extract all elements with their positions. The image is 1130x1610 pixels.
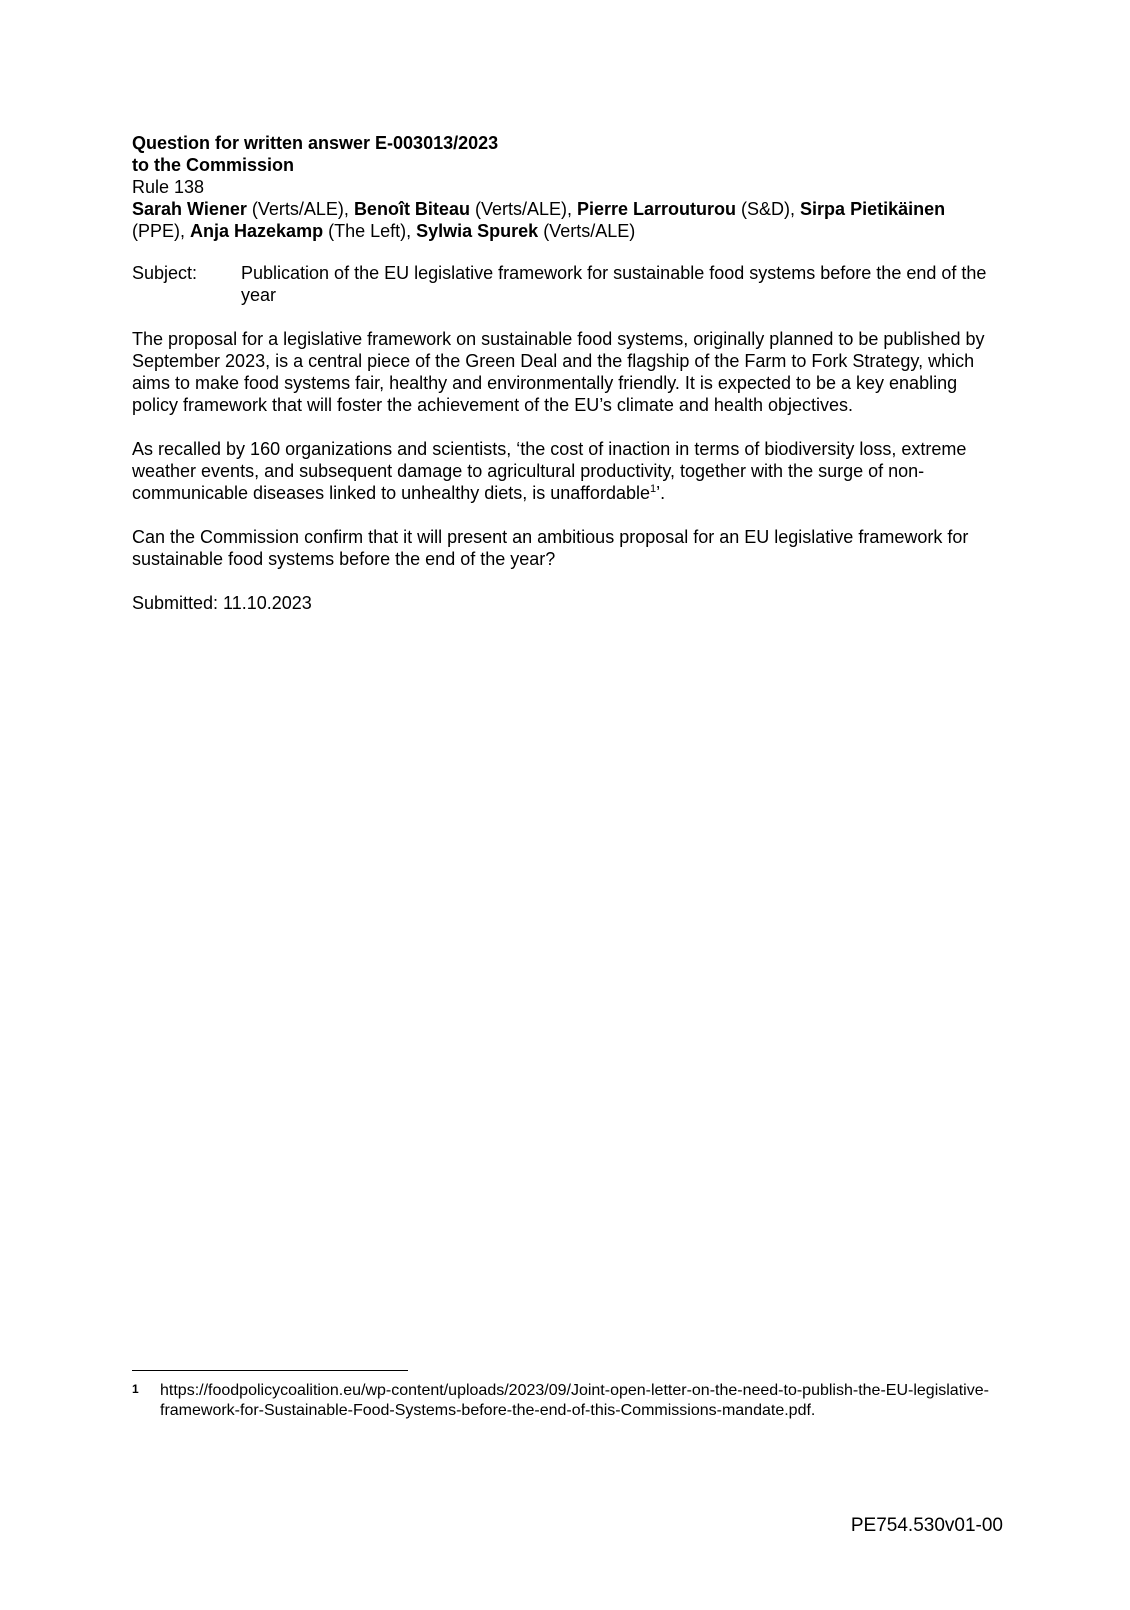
subject-label: Subject:: [132, 263, 198, 283]
author-name: Pierre Larrouturou: [577, 199, 737, 219]
paragraph-3: Can the Commission confirm that it will present an ambitious proposal for an EU legislative framework for sustainable food systems before the end of the year?: [132, 527, 969, 569]
paragraph-2-end: ’.: [656, 483, 666, 503]
paragraph-2-text: As recalled by 160 organizations and scientists, ‘the cost of inaction in terms of biodiversity loss, extreme weather events, and subsequent damage to agricultural productivity, together with the surge of non-communicable diseases linked to unhealthy diets, is unaffordable: [132, 439, 967, 503]
author-group: (The Left),: [323, 221, 417, 241]
question-addressee: to the Commission: [132, 155, 295, 175]
footnote-link[interactable]: https://foodpolicycoalition.eu/wp-content/uploads/2023/09/Joint-open-letter-on-the-need-to-publish-the-EU-legislative-framework-for-Sustainable-Food-Systems-before-the-end-of-this-Commissions-mandate.pdf.: [160, 1382, 989, 1419]
paragraph-2: [132, 438, 1002, 504]
author-name: Sirpa Pietikäinen: [800, 199, 946, 219]
authors-list: [132, 198, 1002, 242]
paragraph-1: The proposal for a legislative framework on sustainable food systems, originally planned to be published by September 2023, is a central piece of the Green Deal and the flagship of the Farm to Fork Strategy, which aims to make food systems fair, healthy and environmentally friendly. It is expected to be a key enabling policy framework that will foster the achievement of the EU’s climate and health objectives.: [132, 329, 985, 415]
author-name: Benoît Biteau: [353, 199, 470, 219]
author-group: (PPE),: [132, 221, 191, 241]
footnote-divider: [132, 1370, 408, 1371]
submitted-date: Submitted: 11.10.2023: [132, 593, 312, 613]
footnote-number: 1: [132, 1382, 139, 1396]
author-group: (Verts/ALE): [538, 221, 636, 241]
rule-number: Rule 138: [132, 177, 205, 197]
author-group: (Verts/ALE),: [246, 199, 354, 219]
author-name: Sylwia Spurek: [416, 221, 539, 241]
footnote-reference[interactable]: 1: [649, 483, 657, 495]
footnote: [132, 1381, 1002, 1421]
author-name: Anja Hazekamp: [190, 221, 324, 241]
document-body: [132, 132, 1002, 614]
author-group: (S&D),: [736, 199, 801, 219]
author-group: (Verts/ALE),: [469, 199, 577, 219]
subject-text: Publication of the EU legislative framework for sustainable food systems before the end of the year: [241, 263, 987, 305]
document-reference: PE754.530v01-00: [850, 1515, 1003, 1536]
author-name: Sarah Wiener: [132, 199, 247, 219]
subject-row: [132, 262, 1002, 306]
question-title: Question for written answer E-003013/2023: [132, 133, 499, 153]
